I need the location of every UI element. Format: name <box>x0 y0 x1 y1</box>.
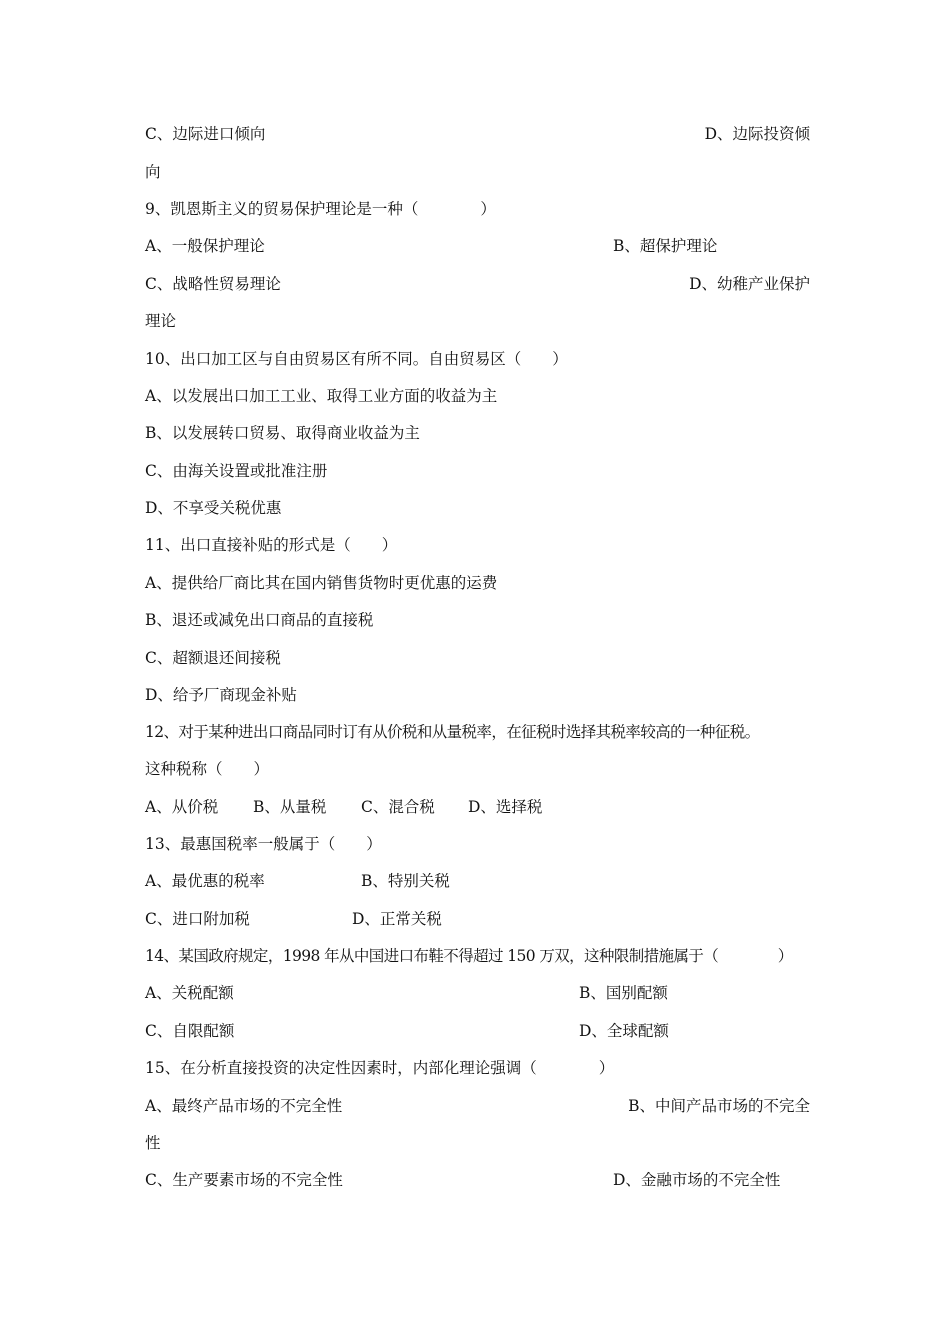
question-11 <box>145 532 810 558</box>
option-line <box>145 271 810 297</box>
question-10 <box>145 346 810 372</box>
question-text: 12、对于某种进出口商品同时订有从价税和从量税率，在征税时选择其税率较高的一种征税。 <box>145 723 760 741</box>
option-d: D、全球配额 <box>579 1022 669 1040</box>
option-continuation <box>145 1130 810 1156</box>
option-d: D、金融市场的不完全性 <box>613 1171 781 1189</box>
option-c: C、边际进口倾向 <box>145 125 266 143</box>
option-b: B、中间产品市场的不完全 <box>628 1097 810 1115</box>
option-d <box>145 495 810 521</box>
option-line <box>145 980 810 1006</box>
option-continuation <box>145 308 810 334</box>
option-d: D、边际投资倾 <box>704 125 810 143</box>
option-c: C、混合税 <box>361 798 435 816</box>
option-line <box>145 868 810 894</box>
option-c: C、生产要素市场的不完全性 <box>145 1171 343 1189</box>
option-a: A、最优惠的税率 <box>145 872 265 890</box>
option-text: C、由海关设置或批准注册 <box>145 462 328 480</box>
option-text: B、退还或减免出口商品的直接税 <box>145 611 374 629</box>
option-a <box>145 570 810 596</box>
option-text: D、不享受关税优惠 <box>145 499 282 517</box>
option-c <box>145 458 810 484</box>
option-b: B、从量税 <box>253 798 327 816</box>
option-a: A、最终产品市场的不完全性 <box>145 1097 343 1115</box>
option-text: A、提供给厂商比其在国内销售货物时更优惠的运费 <box>145 574 498 592</box>
question-text: 14、某国政府规定，1998 年从中国进口布鞋不得超过 150 万双，这种限制措施属于（ ） <box>145 947 793 965</box>
question-text: 11、出口直接补贴的形式是（ ） <box>145 536 398 554</box>
option-line <box>145 233 810 259</box>
option-continuation <box>145 159 810 185</box>
option-text: B、以发展转口贸易、取得商业收益为主 <box>145 424 420 442</box>
question-text: 13、最惠国税率一般属于（ ） <box>145 835 382 853</box>
option-b-continuation: 性 <box>145 1134 161 1152</box>
option-line <box>145 121 810 147</box>
option-b: B、特别关税 <box>361 872 450 890</box>
question-continuation <box>145 756 810 782</box>
option-line <box>145 794 810 820</box>
option-a: A、从价税 <box>145 798 219 816</box>
option-a <box>145 383 810 409</box>
question-13 <box>145 831 810 857</box>
option-c <box>145 645 810 671</box>
question-text: 15、在分析直接投资的决定性因素时，内部化理论强调（ ） <box>145 1059 615 1077</box>
option-a: A、一般保护理论 <box>145 237 265 255</box>
option-a: A、关税配额 <box>145 984 234 1002</box>
question-12 <box>145 719 810 745</box>
option-line <box>145 1167 810 1193</box>
question-14 <box>145 943 810 969</box>
question-9 <box>145 196 810 222</box>
option-c: C、自限配额 <box>145 1022 235 1040</box>
question-15 <box>145 1055 810 1081</box>
option-line <box>145 1093 810 1119</box>
option-b <box>145 607 810 633</box>
option-d: D、选择税 <box>468 798 543 816</box>
option-b <box>145 420 810 446</box>
option-text: C、超额退还间接税 <box>145 649 281 667</box>
option-b: B、国别配额 <box>579 984 668 1002</box>
option-d: D、正常关税 <box>352 910 442 928</box>
option-d: D、幼稚产业保护 <box>689 275 810 293</box>
option-b: B、超保护理论 <box>613 237 718 255</box>
question-text: 9、凯恩斯主义的贸易保护理论是一种（ ） <box>145 200 496 218</box>
option-text: D、给予厂商现金补贴 <box>145 686 297 704</box>
option-text: A、以发展出口加工工业、取得工业方面的收益为主 <box>145 387 498 405</box>
option-c: C、进口附加税 <box>145 910 250 928</box>
option-d-continuation: 理论 <box>145 312 177 330</box>
option-line <box>145 1018 810 1044</box>
option-d-continuation: 向 <box>145 163 161 181</box>
question-text-continuation: 这种税称（ ） <box>145 760 270 778</box>
option-line <box>145 906 810 932</box>
option-d <box>145 682 810 708</box>
option-c: C、战略性贸易理论 <box>145 275 281 293</box>
question-text: 10、出口加工区与自由贸易区有所不同。自由贸易区（ ） <box>145 350 568 368</box>
